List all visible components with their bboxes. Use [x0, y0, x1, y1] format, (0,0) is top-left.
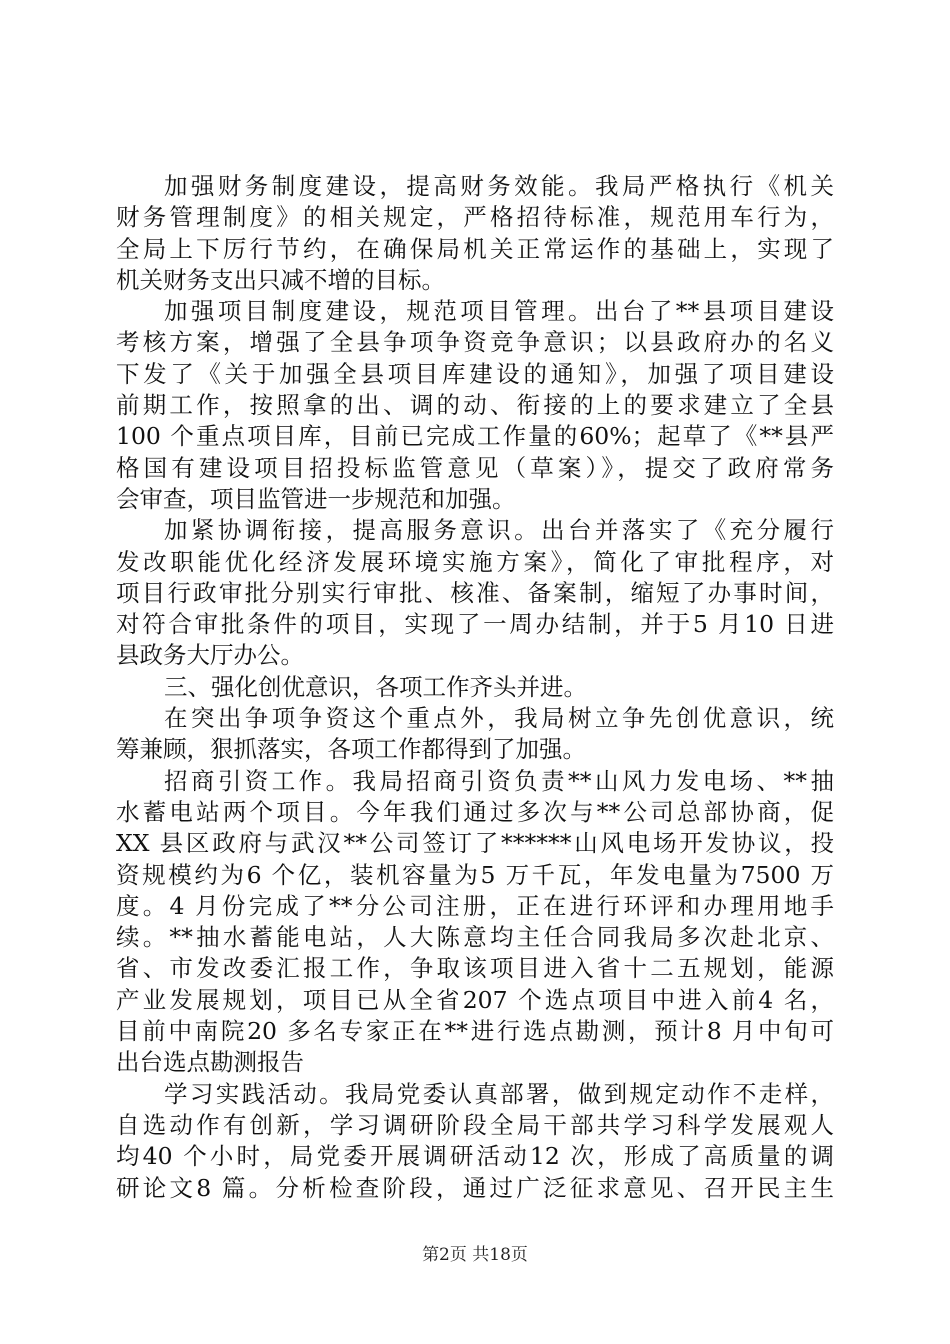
- text-line: 考核方案，增强了全县争项争资竞争意识；以县政府办的名义: [116, 328, 834, 357]
- text-line: 均40 个小时，局党委开展调研活动12 次，形成了高质量的调: [116, 1142, 834, 1171]
- text-line: 会审查，项目监管进一步规范和加强。: [116, 484, 516, 513]
- paragraph-study: [116, 1079, 834, 1204]
- text-line: 目前中南院20 多名专家正在**进行选点勘测，预计8 月中旬可: [116, 1017, 834, 1046]
- text-line: 度。4 月份完成了**分公司注册，正在进行环评和办理用地手: [116, 891, 834, 920]
- text-line: 筹兼顾，狠抓落实，各项工作都得到了加强。: [116, 735, 586, 764]
- text-line: 研论文8 篇。分析检查阶段，通过广泛征求意见、召开民主生: [116, 1173, 834, 1202]
- text-line: XX 县区政府与武汉**公司签订了******山风电场开发协议，投: [116, 829, 834, 858]
- text-line: 续。**抽水蓄能电站，人大陈意均主任合同我局多次赴北京、: [116, 923, 834, 952]
- text-line: 三、强化创优意识，各项工作齐头并进。: [164, 672, 587, 701]
- text-line: 财务管理制度》的相关规定，严格招待标准，规范用车行为，: [116, 203, 834, 232]
- text-line: 省、市发改委汇报工作，争取该项目进入省十二五规划，能源: [116, 954, 834, 983]
- text-line: 格国有建设项目招投标监管意见（草案）》，提交了政府常务: [116, 453, 834, 482]
- page-footer: 第2页 共18页: [422, 1245, 528, 1265]
- text-line: 县政务大厅办公。: [116, 641, 304, 670]
- text-line: 加强财务制度建设，提高财务效能。我局严格执行《机关: [164, 172, 834, 200]
- text-line: 在突出争项争资这个重点外，我局树立争先创优意识，统: [164, 704, 834, 733]
- text-line: 下发了《关于加强全县项目库建设的通知》，加强了项目建设: [116, 359, 834, 388]
- text-line: 水蓄电站两个项目。今年我们通过多次与**公司总部协商，促: [116, 797, 834, 826]
- text-line: 自选动作有创新，学习调研阶段全局干部共学习科学发展观人: [116, 1110, 834, 1139]
- text-line: 前期工作，按照拿的出、调的动、衔接的上的要求建立了全县: [116, 391, 834, 420]
- text-line: 学习实践活动。我局党委认真部署，做到规定动作不走样，: [164, 1079, 834, 1108]
- paragraph-overview: [116, 703, 834, 766]
- document-body: [116, 171, 834, 1204]
- paragraph-investment: [116, 766, 834, 1079]
- text-line: 全局上下厉行节约，在确保局机关正常运作的基础上，实现了: [116, 234, 834, 263]
- text-line: 招商引资工作。我局招商引资负责**山风力发电场、**抽: [164, 766, 834, 795]
- paragraph-project-system: [116, 296, 834, 515]
- text-line: 加紧协调衔接，提高服务意识。出台并落实了《充分履行: [164, 516, 834, 545]
- text-line: 100 个重点项目库，目前已完成工作量的60%；起草了《**县严: [116, 422, 834, 451]
- text-line: 发改职能优化经济发展环境实施方案》，简化了审批程序，对: [116, 547, 834, 576]
- text-line: 加强项目制度建设，规范项目管理。出台了**县项目建设: [164, 297, 834, 326]
- text-line: 机关财务支出只减不增的目标。: [116, 265, 445, 294]
- paragraph-finance: [116, 171, 834, 296]
- text-line: 对符合审批条件的项目，实现了一周办结制，并于5 月10 日进: [116, 610, 834, 639]
- text-line: 出台选点勘测报告: [116, 1048, 304, 1077]
- text-line: 资规模约为6 个亿，装机容量为5 万千瓦，年发电量为7500 万: [116, 860, 834, 889]
- paragraph-section-three: [116, 672, 834, 703]
- text-line: 产业发展规划，项目已从全省207 个选点项目中进入前4 名，: [116, 985, 834, 1014]
- text-line: 项目行政审批分别实行审批、核准、备案制，缩短了办事时间，: [116, 578, 834, 607]
- paragraph-coordination: [116, 515, 834, 671]
